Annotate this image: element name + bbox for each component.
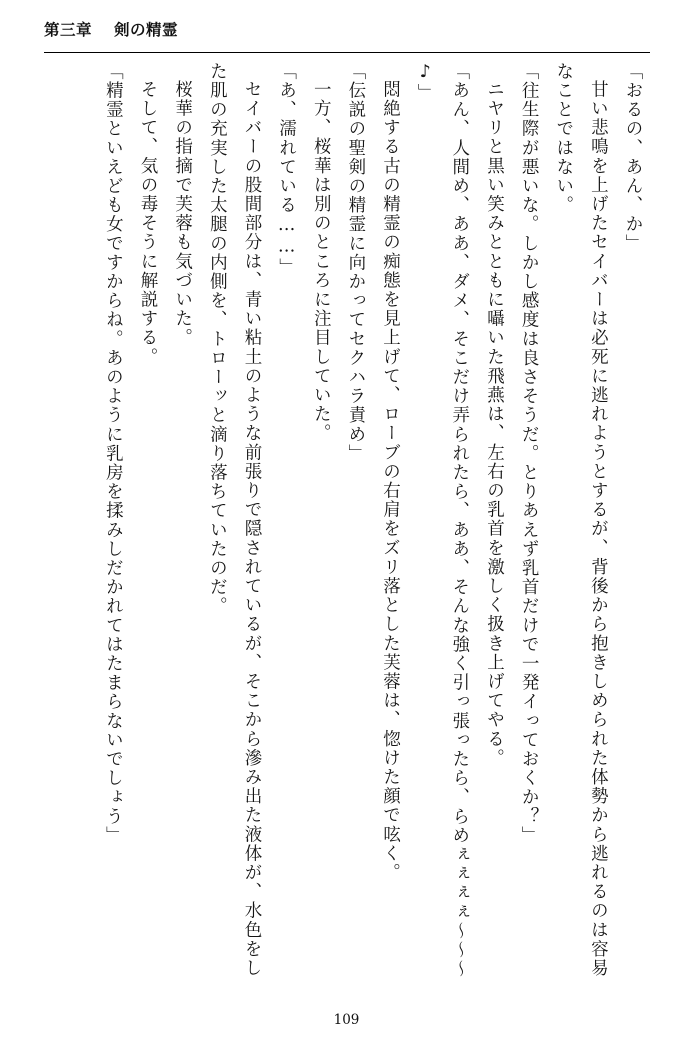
- paragraph: 一方、桜華は別のところに注目していた。: [311, 79, 332, 443]
- paragraph: 「あ、濡れている……」: [276, 62, 297, 278]
- paragraph: 「おるの、あん、か」: [623, 62, 643, 253]
- paragraph: 「伝説の聖剣の精霊に向かってセクハラ責め」: [345, 62, 366, 464]
- paragraph: ニヤリと黒い笑みとともに囁いた飛燕は、左右の乳首を激しく扱き上げてやる。: [484, 79, 505, 768]
- paragraph: そして、気の毒そうに解説する。: [138, 79, 159, 366]
- page-number: 109: [333, 1012, 360, 1028]
- chapter-number: 第三章: [44, 20, 93, 39]
- page-header: [44, 18, 650, 50]
- paragraph: 「往生際が悪いな。しかし感度は良さそうだ。とりあえず乳首だけで一発イっておくか？」: [519, 62, 540, 846]
- paragraph: 桜華の指摘で芙蓉も気づいた。: [172, 79, 193, 347]
- paragraph: 「あん、人間め、ああ、ダメ、そこだけ弄られたら、ああ、そんな強く引っ張ったら、らめぇぇぇぇ～～～♪」: [415, 62, 470, 979]
- paragraph: セイバーの股間部分は、青い粘土のような前張りで隠されているが、そこから滲み出た液体が、水色をした肌の充実した太腿の内側を、トローッと滴り落ちていたのだ。: [207, 62, 262, 978]
- paragraph: 「精霊といえども女ですからね。あのように乳房を揉みしだかれてはたまらないでしょう」: [103, 62, 124, 846]
- paragraph: 甘い悲鳴を上げたセイバーは必死に逃れようとするが、背後から抱きしめられた体勢から逃れるのは容易なことではない。: [553, 62, 609, 978]
- vertical-text-block: [96, 62, 650, 992]
- header-divider: [44, 52, 650, 53]
- chapter-heading: [44, 18, 650, 40]
- paragraph: 悶絶する古の精霊の痴態を見上げて、ローブの右肩をズリ落とした芙蓉は、惚けた顔で呟く。: [380, 79, 401, 882]
- chapter-title: 剣の精霊: [114, 20, 179, 39]
- body-text-area: [44, 62, 650, 992]
